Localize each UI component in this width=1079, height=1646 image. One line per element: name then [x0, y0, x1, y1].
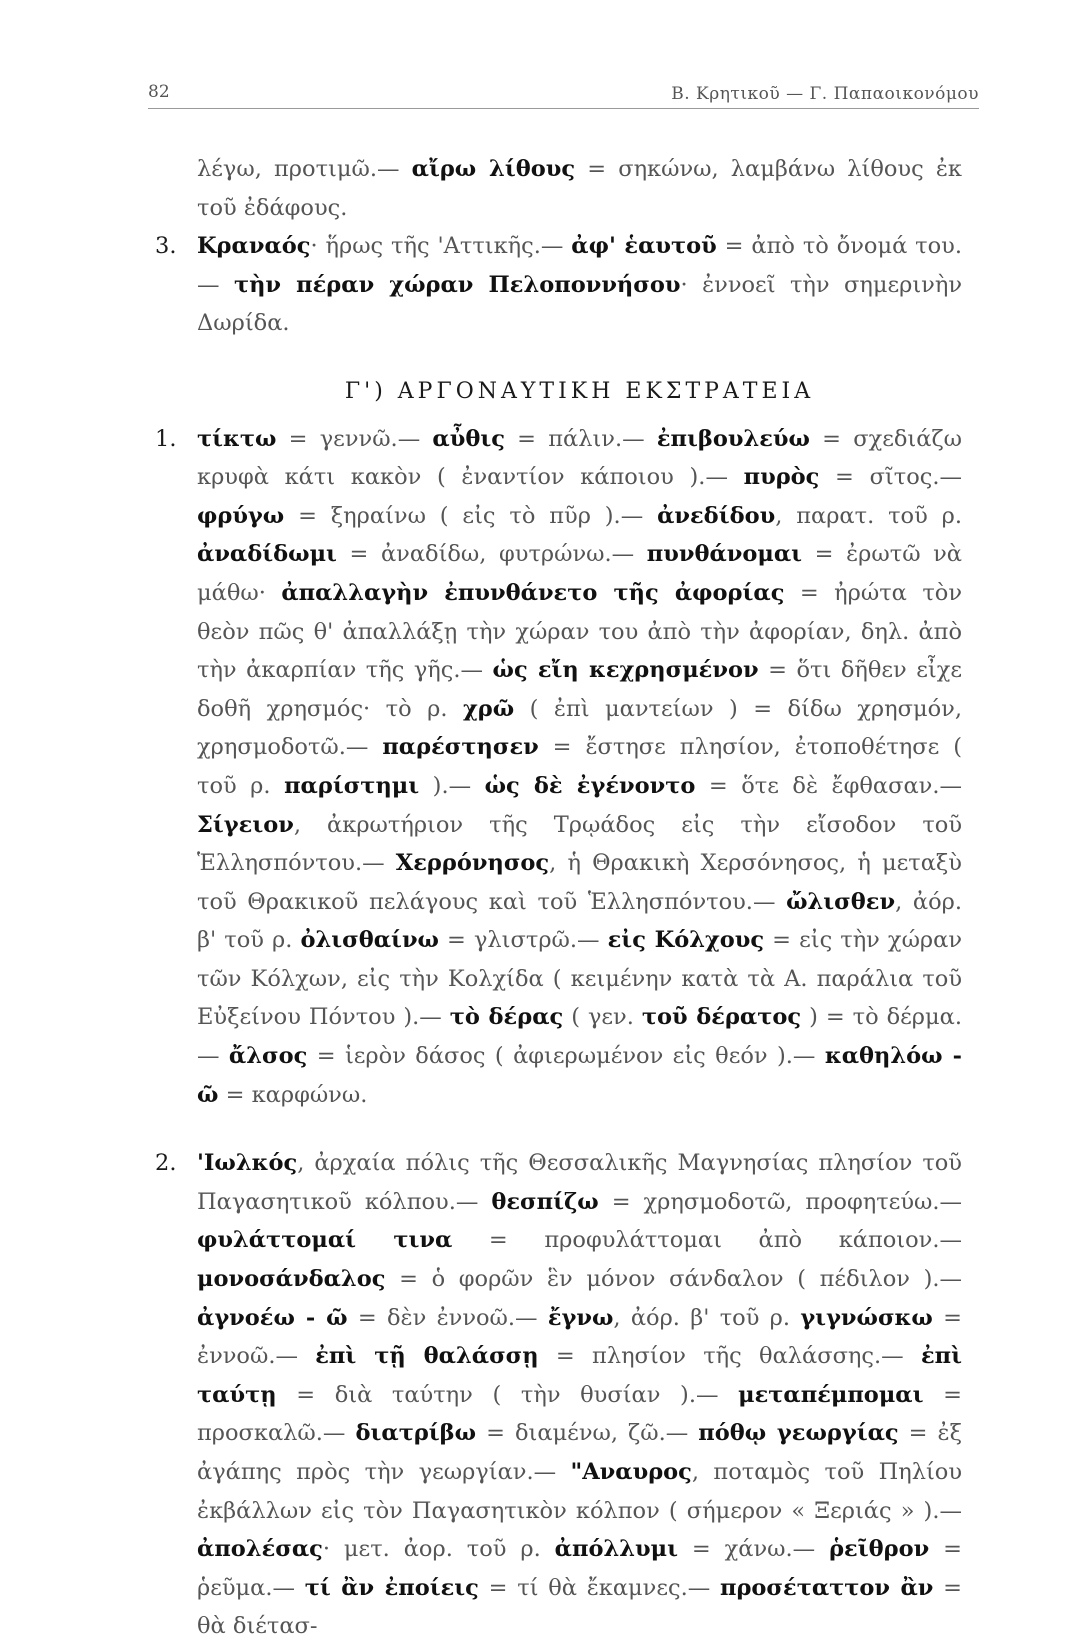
spacer — [197, 1114, 962, 1144]
gloss-text: = ἠρώτα τὸν θεὸν πῶς θ' ἀπαλλάξῃ τὴν χώραν του ἀπὸ τὴν ἀφορίαν, δηλ. ἀπὸ τὴν ἀκαρπίαν τῆς γῆς.— — [197, 579, 962, 684]
headword: παρίστημι — [284, 772, 420, 799]
gloss-text: = ῥεῦμα.— — [197, 1536, 962, 1601]
headword: "Αναυρος — [570, 1459, 692, 1485]
gloss-text: = ἱερὸν δάσος ( ἀφιερωμένον εἰς θεόν ).— — [307, 1043, 825, 1070]
gloss-text: = προσκαλῶ.— — [197, 1381, 962, 1447]
headword: τοῦ δέρατος — [641, 1004, 802, 1031]
headword: καθηλόω - ῶ — [197, 1043, 962, 1108]
headword: τὴν πέραν χώραν Πελοποννήσου — [233, 271, 681, 298]
headword: ὡς εἴη κεχρησμένον — [492, 657, 759, 684]
gloss-text: ).— — [419, 772, 485, 799]
gloss-text: = δὲν ἐννοῶ.— — [347, 1304, 548, 1331]
gloss-text: = ἐννοῶ.— — [197, 1304, 962, 1370]
gloss-text: = διὰ ταύτην ( τὴν θυσίαν ).— — [276, 1381, 739, 1408]
headword: μονοσάνδαλος — [197, 1266, 386, 1293]
page-number: 82 — [148, 82, 170, 102]
gloss-text: · μετ. ἀορ. τοῦ ρ. — [322, 1536, 555, 1563]
gloss-text: , ἀόρ. β' τοῦ ρ. — [613, 1304, 801, 1331]
headword: ὡς δὲ ἐγένοντο — [484, 772, 696, 799]
gloss-text: = καρφώνω. — [218, 1081, 368, 1108]
gloss-text: , ἀκρωτήριον τῆς Τρῳάδος εἰς τὴν εἴσοδον τοῦ Ἑλλησπόντου.— — [197, 811, 962, 877]
entry-2 — [155, 1144, 963, 1646]
gloss-text: = τί θὰ ἔκαμνες.— — [478, 1574, 720, 1601]
gloss-text: = χάνω.— — [677, 1536, 830, 1563]
headword: ῥεῖθρον — [829, 1536, 930, 1563]
headword: πυνθάνομαι — [646, 541, 803, 568]
headword: 'Ιωλκός — [197, 1150, 298, 1177]
headword: μεταπέμπομαι — [738, 1381, 924, 1408]
page-body — [155, 150, 963, 1646]
headword: διατρίβω — [355, 1420, 477, 1447]
gloss-text: , ἀρχαία πόλις τῆς Θεσσαλικῆς Μαγνησίας πλησίον τοῦ Παγασητικοῦ κόλπου.— — [197, 1150, 962, 1215]
gloss-text: , παρατ. τοῦ ρ. — [775, 502, 962, 529]
gloss-text: ) = τὸ δέρμα.— — [197, 1004, 963, 1070]
headword: θεσπίζω — [491, 1188, 599, 1215]
gloss-text: = πάλιν.— — [504, 425, 657, 452]
gloss-text: , ἡ Θρακικὴ Χερσόνησος, ἡ μεταξὺ τοῦ Θρακικοῦ πελάγους καὶ τοῦ Ἑλλησπόντου.— — [197, 850, 962, 915]
gloss-text: = διαμένω, ζῶ.— — [476, 1420, 699, 1447]
headword: χρῶ — [463, 695, 515, 722]
running-title: Β. Κρητικοῦ — Γ. Παπαοικονόμου — [671, 84, 979, 104]
headword: ἐπιβουλεύω — [656, 425, 810, 452]
headword: ὤλισθεν — [786, 888, 896, 915]
gloss-text: = εἰς τὴν χώραν τῶν Κόλχων, εἰς τὴν Κολχίδα ( κειμένην κατὰ τὰ Α. παράλια τοῦ Εὐξείνου Πόντου ).— — [197, 927, 963, 1031]
gloss-text: , ἀόρ. β' τοῦ ρ. — [197, 888, 962, 954]
headword: τί ἂν ἐποίεις — [304, 1574, 479, 1601]
gloss-text: = ὅτε δὲ ἔφθασαν.— — [695, 772, 963, 799]
gloss-text: = προφυλάττομαι ἀπὸ κάποιον.— — [452, 1227, 962, 1254]
gloss-text: , ποταμὸς τοῦ Πηλίου ἐκβάλλων εἰς τὸν Παγασητικὸν κόλπον ( σήμερον « Ξεριάς » ).— — [197, 1459, 962, 1524]
headword: εἰς Κόλχους — [607, 927, 765, 954]
headword: ἀγνοέω - ῶ — [197, 1304, 348, 1331]
headword: Χερρόνησος — [395, 850, 550, 877]
gloss-text: = σῖτος.— — [819, 464, 963, 491]
headword: ἐπὶ ταύτῃ — [197, 1343, 962, 1408]
gloss-text: ( ἐπὶ μαντείων ) = δίδω χρησμόν, χρησμοδοτῶ.— — [197, 695, 962, 761]
gloss-text: = ἐρωτῶ νὰ μάθω· — [197, 541, 962, 606]
headword: πόθῳ γεωργίας — [698, 1420, 899, 1447]
gloss-text: · ἐννοεῖ τὴν σημερινὴν Δωρίδα. — [197, 271, 962, 337]
gloss-text: = ἔστησε πλησίον, ἐτοποθέτησε ( τοῦ ρ. — [197, 734, 963, 799]
gloss-text: = σηκώνω, λαμβάνω λίθους ἐκ τοῦ ἐδάφους. — [197, 156, 962, 221]
headword: Σίγειον — [197, 811, 294, 838]
gloss-text: = γεννῶ.— — [276, 425, 433, 452]
gloss-text: = ἐξ ἀγάπης πρὸς τὴν γεωργίαν.— — [197, 1420, 963, 1485]
gloss-text: = θὰ διέτασ- — [197, 1574, 962, 1640]
headword: φυλάττομαί τινα — [197, 1227, 453, 1254]
entry-number: 3. — [155, 233, 177, 260]
headword: ἐπὶ τῇ θαλάσσῃ — [315, 1343, 539, 1370]
entry-number: 2. — [155, 1150, 177, 1177]
headword: αὖθις — [432, 425, 505, 452]
gloss-text: = ὅτι δῆθεν εἶχε δοθῆ χρησμός· τὸ ρ. — [197, 657, 963, 722]
headword: ἀπόλλυμι — [554, 1536, 678, 1563]
gloss-text: = ἀπὸ τὸ ὄνομά του.— — [197, 233, 962, 298]
entry-1 — [155, 420, 963, 1115]
headword: φρύγω — [197, 502, 285, 529]
gloss-text: λέγω, προτιμῶ.— — [197, 156, 412, 182]
gloss-text: = πλησίον τῆς θαλάσσης.— — [538, 1343, 921, 1370]
entry-3 — [155, 227, 962, 343]
headword: παρέστησεν — [382, 734, 539, 761]
headword: τὸ δέρας — [449, 1004, 564, 1031]
entry-number: 1. — [155, 425, 177, 452]
headword: ἀναδίδωμι — [197, 541, 337, 568]
gloss-text: ( γεν. — [563, 1004, 642, 1031]
section-title: Γ') ΑΡΓΟΝΑΥΤΙΚΗ ΕΚΣΤΡΑΤΕΙΑ — [344, 378, 815, 404]
headword: ἔγνω — [547, 1304, 614, 1331]
headword: ἀπολέσας — [197, 1536, 323, 1563]
headword: γιγνώσκω — [800, 1304, 933, 1331]
headword: ὀλισθαίνω — [300, 927, 439, 954]
headword: αἴρω λίθους — [411, 156, 576, 182]
headword: ἀπαλλαγὴν ἐπυνθάνετο τῆς ἀφορίας — [281, 579, 785, 606]
headword: πυρὸς — [743, 464, 820, 491]
headword: προσέταττον ἂν — [719, 1574, 934, 1601]
headword: Κραναός — [197, 233, 311, 260]
paragraph-continuation — [197, 150, 962, 227]
headword: ἄλσος — [228, 1043, 308, 1070]
headword: ἀφ' ἑαυτοῦ — [571, 233, 717, 260]
gloss-text: = χρησμοδοτῶ, προφητεύω.— — [598, 1188, 962, 1215]
gloss-text: = ἀναδίδω, φυτρώνω.— — [336, 541, 647, 568]
gloss-text: = γλιστρῶ.— — [438, 927, 608, 954]
gloss-text: · ἥρως τῆς 'Αττικῆς.— — [310, 233, 572, 260]
gloss-text: = σχεδιάζω κρυφὰ κάτι κακὸν ( ἐναντίον κάποιου ).— — [197, 425, 962, 491]
headword: ἀνεδίδου — [657, 502, 776, 529]
headword: τίκτω — [197, 425, 277, 452]
page-header — [148, 78, 979, 109]
gloss-text: = ὁ φορῶν ἓν μόνον σάνδαλον ( πέδιλον ).— — [385, 1266, 962, 1293]
gloss-text: = ξηραίνω ( εἰς τὸ πῦρ ).— — [284, 502, 658, 529]
